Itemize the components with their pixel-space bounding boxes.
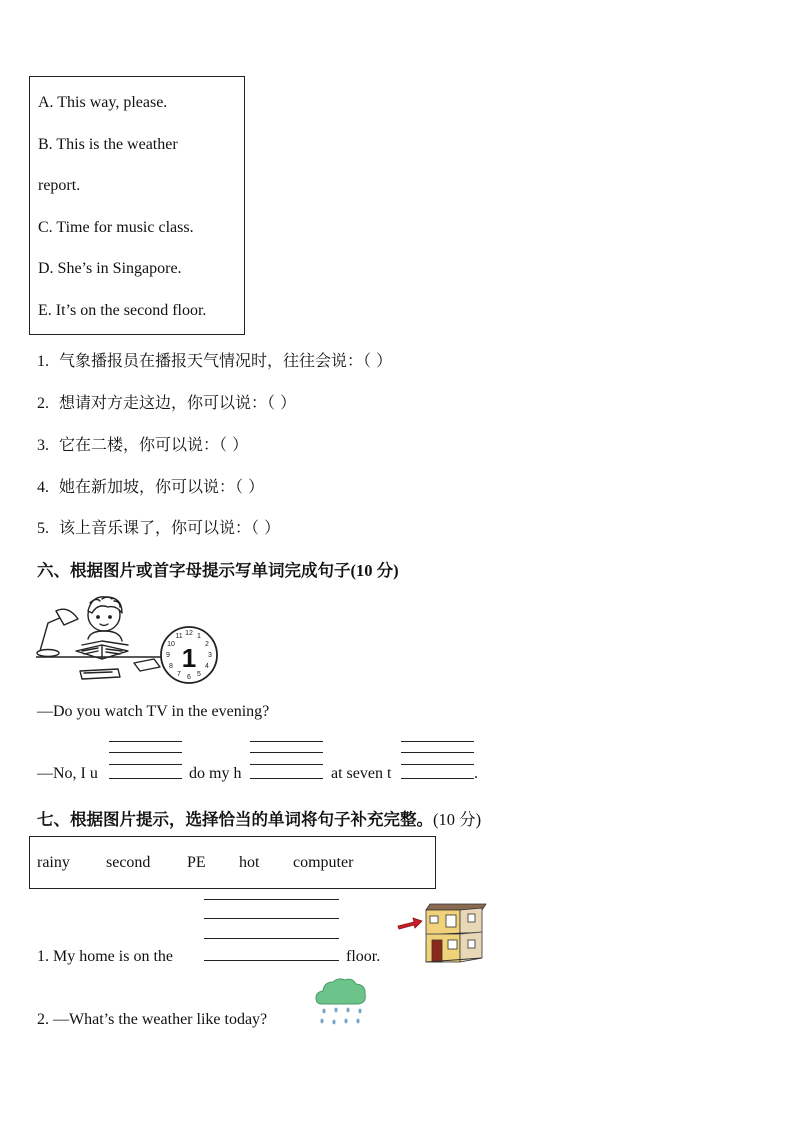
- section-6-s2-part-b: do my h: [189, 765, 242, 782]
- question-1: 1. 气象播报员在播报天气情况时，往往会说：（ ）: [37, 351, 393, 370]
- question-3: 3. 它在二楼，你可以说：（ ）: [37, 435, 249, 454]
- clock-number-2: 2: [205, 641, 209, 648]
- section-6-s2-part-a: —No, I u: [37, 765, 98, 782]
- word-rainy: rainy: [37, 854, 70, 871]
- clock-number-3: 3: [208, 652, 212, 659]
- blank-line: [250, 764, 323, 765]
- boy-homework-illustration: [36, 593, 221, 688]
- question-4: 4. 她在新加坡，你可以说：（ ）: [37, 477, 265, 496]
- blank-line: [204, 938, 339, 939]
- section-6-s2-part-c: at seven t: [331, 765, 392, 782]
- clock-number-4: 4: [205, 663, 209, 670]
- option-d: D. She’s in Singapore.: [38, 260, 182, 277]
- clock-number-1: 1: [197, 633, 201, 640]
- clock-number-8: 8: [169, 663, 173, 670]
- section-6-s2-end: .: [474, 765, 478, 782]
- blank-line: [401, 752, 474, 753]
- clock-number-5: 5: [197, 671, 201, 678]
- clock-number-6: 6: [187, 674, 191, 681]
- question-2: 2. 想请对方走这边，你可以说：（ ）: [37, 393, 297, 412]
- blank-line: [204, 918, 339, 919]
- option-e: E. It’s on the second floor.: [38, 302, 207, 319]
- word-second: second: [106, 854, 151, 871]
- clock-big-digit: 1: [181, 643, 197, 673]
- blank-line: [109, 741, 182, 742]
- word-bank-box: [29, 836, 436, 889]
- blank-line: [109, 752, 182, 753]
- section-7-heading: 七、根据图片提示，选择恰当的单词将句子补充完整。(10 分): [37, 810, 482, 829]
- blank-line: [250, 741, 323, 742]
- options-box: [29, 76, 245, 335]
- blank-line: [204, 899, 339, 900]
- word-hot: hot: [239, 854, 260, 871]
- blank-line: [250, 752, 323, 753]
- word-computer: computer: [293, 854, 354, 871]
- question-5: 5. 该上音乐课了，你可以说：（ ）: [37, 518, 281, 537]
- answer-blank-u[interactable]: [109, 778, 182, 779]
- option-b: B. This is the weather: [38, 136, 178, 153]
- section-7-q1-part-a: 1. My home is on the: [37, 948, 173, 965]
- blank-line: [401, 741, 474, 742]
- word-pe: PE: [187, 854, 206, 871]
- clock-number-7: 7: [177, 671, 181, 678]
- option-c: C. Time for music class.: [38, 219, 194, 236]
- house-second-floor-illustration: [396, 902, 488, 964]
- clock-number-12: 12: [185, 630, 193, 637]
- section-6-sentence-1: —Do you watch TV in the evening?: [37, 703, 270, 720]
- answer-blank-h[interactable]: [250, 778, 323, 779]
- answer-blank-t[interactable]: [401, 778, 474, 779]
- option-a: A. This way, please.: [38, 94, 168, 111]
- section-7-q2: 2. —What’s the weather like today?: [37, 1011, 268, 1028]
- clock-number-9: 9: [166, 652, 170, 659]
- section-6-heading: 六、根据图片或首字母提示写单词完成句子(10 分): [37, 561, 399, 580]
- section-7-q1-part-b: floor.: [346, 948, 381, 965]
- rain-cloud-icon: [314, 976, 368, 1028]
- blank-line: [401, 764, 474, 765]
- clock-number-11: 11: [175, 633, 183, 640]
- option-b-cont: report.: [38, 177, 81, 194]
- answer-blank-floor[interactable]: [204, 960, 339, 961]
- clock-number-10: 10: [167, 641, 175, 648]
- blank-line: [109, 764, 182, 765]
